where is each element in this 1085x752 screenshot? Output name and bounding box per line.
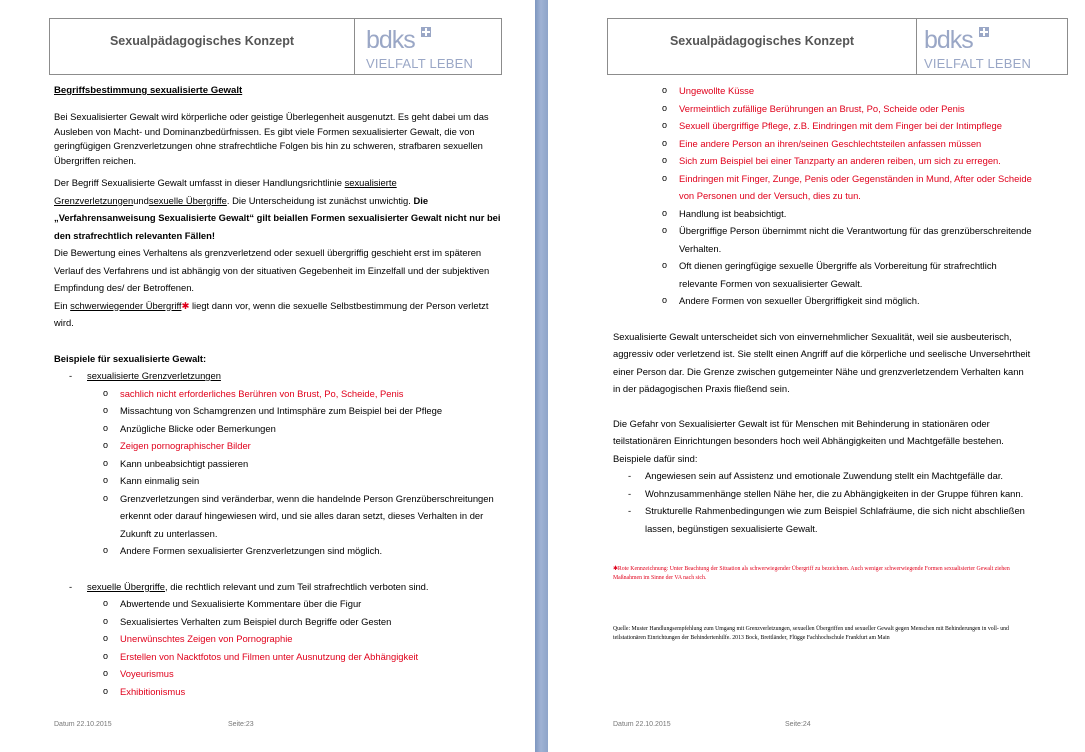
bullet-icon: o	[662, 85, 668, 95]
list-item-text: Übergriffige Person übernimmt nicht die Verantwortung für das grenzüberschreitende Verhalten.	[679, 225, 1032, 254]
list-item-text: Missachtung von Schamgrenzen und Intimsphäre zum Beispiel bei der Pflege	[120, 405, 443, 416]
bullet-icon: o	[103, 633, 109, 643]
document-page-left	[0, 0, 535, 752]
bullet-icon: o	[662, 207, 668, 218]
bullet-icon: o	[103, 475, 109, 485]
dash-item-text: Angewiesen sein auf Assistenz und emotionale Zuwendung stellt ein Machtgefälle dar.	[645, 470, 1004, 481]
list-item-text: Abwertende und Sexualisierte Kommentare über die Figur	[120, 598, 362, 609]
cross-icon	[979, 27, 989, 37]
bullet-icon: o	[103, 387, 109, 398]
dash-item-text: Wohnzusammenhänge stellen Nähe her, die zu Abhängigkeiten in der Gruppe führen kann.	[645, 487, 1024, 499]
list-item	[613, 117, 1033, 135]
list-item-text: Andere Formen sexualisierter Grenzverletzungen sind möglich.	[120, 545, 383, 556]
dash-item: - Wohnzusammenhänge stellen Nähe her, die zu Abhängigkeiten in der Gruppe führen kann.	[628, 487, 1024, 499]
section-title: Begriffsbestimmung sexualisierte Gewalt	[54, 85, 243, 96]
list-item	[54, 455, 509, 473]
list-item-text: Zeigen pornographischer Bilder	[120, 440, 251, 451]
list-item	[613, 135, 1033, 153]
source-note: Quelle: Muster Handlungsempfehlung zum Umgang mit Grenzverletzungen, sexuellen Übergriffen und sexueller Gewalt gegen Menschen mit Behinderungen in voll- und teilstationären Einrichtungen der Behindertenhilfe. 2013 Bock, Breitländer, Flügge Fachhochschule Frankfurt am Main	[613, 626, 1009, 641]
evaluation-paragraph: Die Bewertung eines Verhaltens als grenzverletzend oder sexuell übergriffig geschieht erst im späteren Verlauf des Verfahrens und ist abhängig von der situativen Gegebenheit im Einzelfall und der subjektiven Empfindung des/ der Betroffenen.	[54, 247, 490, 293]
bullet-icon: o	[103, 650, 109, 661]
uebergriffe-list	[54, 595, 509, 700]
list-item	[54, 402, 509, 420]
bullet-icon: o	[103, 422, 109, 433]
bullet-icon: o	[662, 172, 668, 183]
list-item	[613, 257, 1033, 292]
bullet-icon: o	[662, 155, 668, 165]
bdks-logo	[924, 23, 1036, 71]
distinction-paragraph: Sexualisierte Gewalt unterscheidet sich von einvernehmlicher Sexualität, weil sie ausbeuterisch, aggressiv oder verletzend ist. Sie stellt einen Angriff auf die körperliche und seelische Unversehrtheit einer Person dar. Die Grenze zwischen gutgemeinter Nähe und grenzverletzendem Verhalten kann in der pädagogischen Praxis fließend sein.	[613, 330, 1031, 394]
link-grenzverletzungen: sexualisierte Grenzverletzungen	[54, 177, 397, 206]
list-item-text: Anzügliche Blicke oder Bemerkungen	[120, 422, 276, 434]
list-item	[54, 613, 509, 631]
list-item	[54, 648, 509, 666]
bullet-icon: o	[103, 598, 109, 608]
definition-paragraph: Der Begriff Sexualisierte Gewalt umfasst in dieser Handlungsrichtlinie sexualisierte Grenzverletzungenundsexuelle Übergriffe. Die Unterscheidung ist zunächst unwichtig. Die „Verfahrensanweisung Sexualisierte Gewalt“ gilt beiallen Formen sexualisierter Gewalt nicht nur bei den strafrechtlich relevanten Fällen!	[54, 177, 501, 241]
bullet-icon: o	[103, 615, 109, 626]
list-item	[54, 683, 509, 701]
list-item	[54, 542, 509, 560]
list-item	[54, 472, 509, 490]
grenzverletzungen-list	[54, 385, 509, 560]
list-item-text: Kann unbeabsichtigt passieren	[120, 457, 249, 469]
header-title: Sexualpädagogisches Konzept	[608, 19, 917, 74]
list-item-text: Sich zum Beispiel bei einer Tanzparty an anderen reiben, um sich zu erregen.	[679, 155, 1001, 166]
page-gutter	[535, 0, 548, 752]
footnote: ✱Rote Kennzeichnung: Unter Beachtung der Situation als schwerwiegender Übergriff zu bezeichnen. Auch weniger schwerwiegende Formen sexualisierter Gewalt ziehen Maßnahmen im Sinne der VA nach sich.	[613, 566, 1010, 581]
bullet-icon: o	[662, 102, 668, 113]
dash-item-uebergriffe: - sexuelle Übergriffe, die rechtlich relevant und zum Teil strafrechtlich verboten sind.	[69, 580, 429, 592]
bullet-icon: o	[662, 295, 668, 305]
list-item	[54, 385, 509, 403]
list-item	[613, 152, 1033, 170]
footer-date: Datum 22.10.2015	[613, 721, 671, 728]
logo-tagline: VIELFALT LEBEN	[924, 56, 1032, 71]
list-item	[54, 630, 509, 648]
page-body-right	[613, 82, 1033, 643]
page-header	[607, 18, 1068, 75]
list-item-text: Unerwünschtes Zeigen von Pornographie	[120, 633, 293, 644]
list-item-text: Handlung ist beabsichtigt.	[679, 207, 787, 219]
bold-notice: Die „Verfahrensanweisung Sexualisierte Gewalt“ gilt beiallen Formen sexualisierter Gewalt nicht nur bei den strafrechtlich relevanten Fällen!	[54, 194, 501, 241]
list-item	[54, 665, 509, 683]
list-item-text: sachlich nicht erforderliches Berühren von Brust, Po, Scheide, Penis	[120, 387, 404, 399]
link-uebergriffe: sexuelle Übergriffe	[148, 194, 227, 206]
list-item-text: Eine andere Person an ihren/seinen Geschlechtsteilen anfassen müssen	[679, 137, 982, 149]
list-item	[613, 292, 1033, 310]
list-item	[613, 222, 1033, 257]
bullet-icon: o	[103, 545, 109, 555]
dash-item: - Angewiesen sein auf Assistenz und emotionale Zuwendung stellt ein Machtgefälle dar.	[628, 470, 1004, 481]
dash-item: - Strukturelle Rahmenbedingungen wie zum Beispiel Schlafräume, die sich nicht abschließen lassen, begünstigen sexualisierte Gewalt.	[628, 505, 1025, 534]
examples-title: Beispiele für sexualisierte Gewalt:	[54, 352, 207, 364]
list-item	[54, 420, 509, 438]
bdks-logo	[366, 23, 478, 71]
bullet-icon: o	[103, 440, 109, 450]
bullet-icon: o	[662, 260, 668, 270]
asterisk-icon: ✱	[181, 299, 190, 311]
list-item	[613, 100, 1033, 118]
bullet-icon: o	[103, 492, 109, 503]
list-item-text: Oft dienen geringfügige sexuelle Übergriffe als Vorbereitung für strafrechtlich relevante Formen von sexualisierter Gewalt.	[679, 260, 997, 289]
logo-wordmark: bdks	[366, 26, 415, 54]
intro-paragraph: Bei Sexualisierter Gewalt wird körperliche oder geistige Überlegenheit ausgenutzt. Es geht dabei um das Ausleben von Macht- und Dominanzbedürfnissen. Es gibt viele Formen sexualisierter Gewalt, die von geringfügigen Grenzverletzungen ohne strafrechtliche Folgen bis hin zu schweren, strafbaren sexuellen Übergriffen reichen.	[54, 111, 489, 166]
logo-wordmark: bdks	[924, 26, 973, 54]
bullet-icon: o	[662, 225, 668, 235]
list-item-text: Kann einmalig sein	[120, 475, 200, 486]
list-item	[613, 205, 1033, 223]
list-item-text: Andere Formen von sexueller Übergriffigkeit sind möglich.	[679, 295, 920, 306]
bullet-icon: o	[103, 457, 109, 468]
risk-paragraph: Die Gefahr von Sexualisierter Gewalt ist für Menschen mit Behinderung in stationären oder teilstationären Einrichtungen besonders hoch weil Abhängigkeiten und Machtgefälle bestehen. Beispiele dafür sind:	[613, 417, 1004, 464]
dash-item-text: Strukturelle Rahmenbedingungen wie zum Beispiel Schlafräume, die sich nicht abschließen lassen, begünstigen sexualisierte Gewalt.	[645, 505, 1025, 534]
list-item	[54, 595, 509, 613]
dash-item-grenzverletzungen: - sexualisierte Grenzverletzungen	[69, 370, 221, 381]
page-body	[54, 82, 509, 700]
cross-icon	[421, 27, 431, 37]
list-item	[54, 490, 509, 543]
bullet-icon: o	[103, 685, 109, 696]
list-item-text: Voyeurismus	[120, 668, 174, 679]
list-item-text: Erstellen von Nacktfotos und Filmen unter Ausnutzung der Abhängigkeit	[120, 650, 419, 662]
page-header	[49, 18, 502, 75]
header-title: Sexualpädagogisches Konzept	[50, 19, 355, 74]
list-item-text: Vermeintlich zufällige Berührungen an Brust, Po, Scheide oder Penis	[679, 102, 965, 114]
severe-paragraph: Ein schwerwiegender Übergriff✱ liegt dann vor, wenn die sexuelle Selbstbestimmung der Person verletzt wird.	[54, 299, 489, 328]
list-item	[54, 437, 509, 455]
uebergriffe-list-cont	[613, 82, 1033, 310]
bullet-icon: o	[662, 137, 668, 148]
bullet-icon: o	[103, 668, 109, 678]
list-item-text: Sexualisiertes Verhalten zum Beispiel durch Begriffe oder Gesten	[120, 615, 392, 627]
list-item	[613, 170, 1033, 205]
list-item-text: Exhibitionismus	[120, 685, 186, 697]
footer-page-number: Seite:23	[228, 721, 254, 728]
risk-examples	[613, 467, 1033, 537]
bullet-icon: o	[662, 120, 668, 130]
list-item-text: Ungewollte Küsse	[679, 85, 755, 96]
list-item	[613, 82, 1033, 100]
footer-date: Datum 22.10.2015	[54, 721, 112, 728]
list-item-text: Eindringen mit Finger, Zunge, Penis oder Gegenständen in Mund, After oder Scheide von Personen und der Versuch, dies zu tun.	[679, 172, 1032, 201]
footer-page-number: Seite:24	[785, 721, 811, 728]
list-item-text: Sexuell übergriffige Pflege, z.B. Eindringen mit dem Finger bei der Intimpflege	[679, 120, 1002, 131]
list-item-text: Grenzverletzungen sind veränderbar, wenn die handelnde Person Grenzüberschreitungen erkennt oder darauf hingewiesen wird, und sie alles daran setzt, dieses Verhalten in der Zukunft zu unterlassen.	[120, 492, 494, 539]
logo-tagline: VIELFALT LEBEN	[366, 56, 474, 71]
bullet-icon: o	[103, 405, 109, 415]
